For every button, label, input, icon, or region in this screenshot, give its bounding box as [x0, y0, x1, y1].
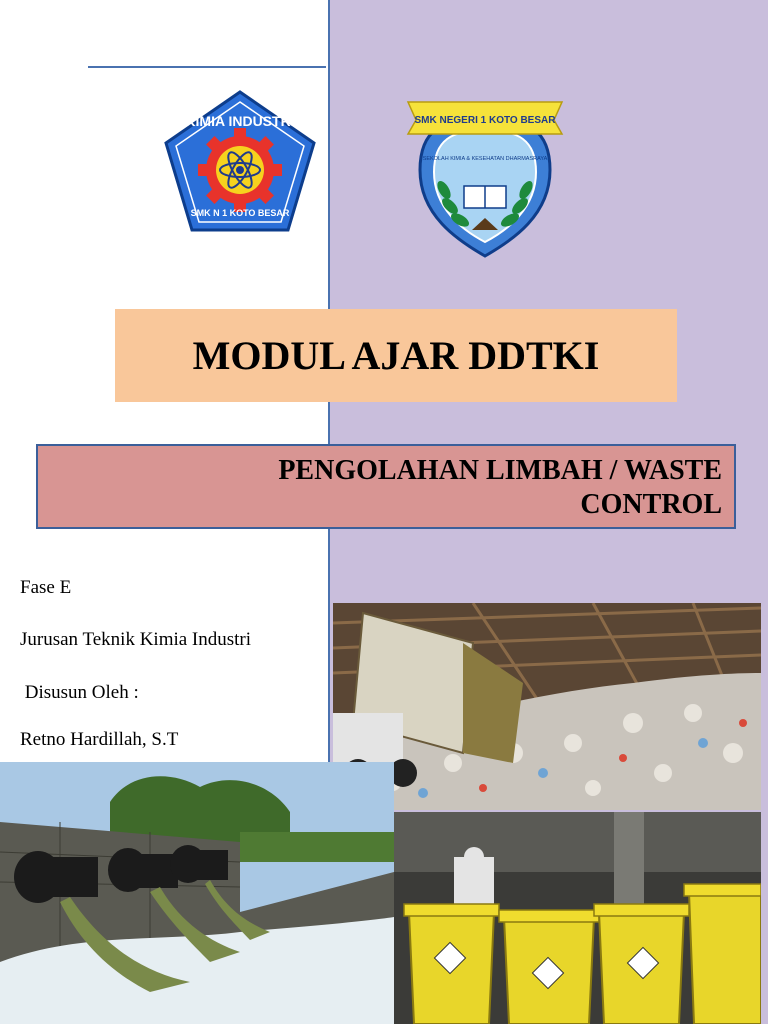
subtitle-box — [36, 444, 736, 529]
hazardous-waste-bins-photo — [394, 812, 761, 1024]
page-title: MODUL AJAR DDTKI — [192, 333, 600, 378]
landfill-truck-photo — [333, 603, 761, 810]
drainage-pipes-photo — [0, 762, 394, 1024]
author-text: Retno Hardillah, S.T — [20, 729, 179, 750]
school-crest-logo — [402, 90, 568, 260]
subtitle-line-2: CONTROL — [580, 489, 722, 520]
prepared-by-label: Disusun Oleh : — [20, 682, 139, 703]
logo-right-ribbon-text: SMK NEGERI 1 KOTO BESAR — [414, 115, 556, 126]
kimia-industri-logo — [160, 88, 320, 238]
subtitle-line-1: PENGOLAHAN LIMBAH / WASTE — [278, 455, 722, 486]
department-text: Jurusan Teknik Kimia Industri — [20, 629, 252, 650]
logo-left-bottom-text: SMK N 1 KOTO BESAR — [190, 208, 290, 218]
logo-left-top-text: KIMIA INDUSTRI — [185, 113, 295, 129]
phase-text: Fase E — [20, 577, 72, 598]
top-rule — [88, 66, 326, 68]
logo-right-inner-text: SEKOLAH KIMIA & KESEHATAN DHARMASRAYA — [422, 156, 548, 162]
title-box — [115, 309, 677, 402]
